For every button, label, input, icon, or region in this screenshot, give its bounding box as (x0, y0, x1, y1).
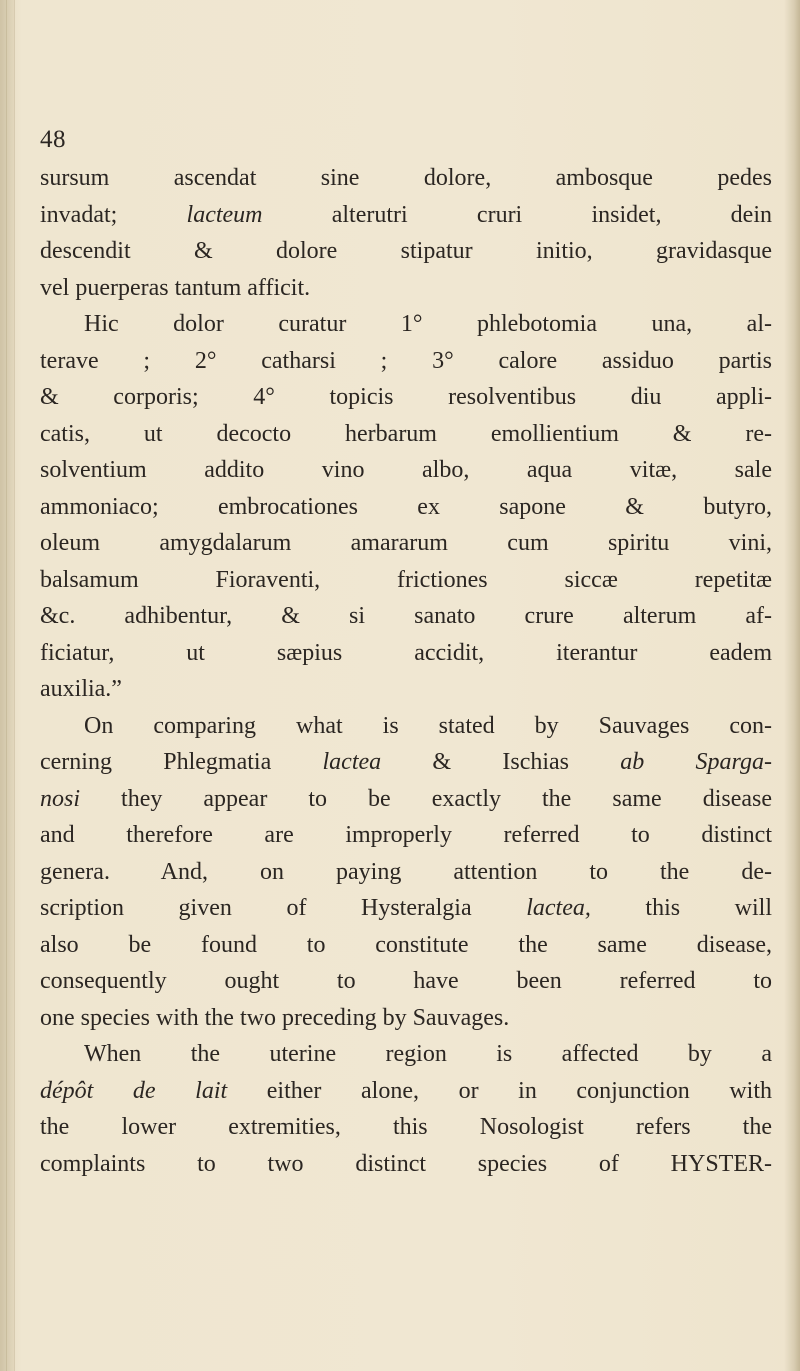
italic-term: nosi (40, 785, 81, 812)
text-line: descendit & dolore stipatur initio, gravidasque (40, 238, 772, 264)
page-gutter (0, 0, 15, 1371)
text-line: &c. adhibentur, & si sanato crure alterum af- (40, 603, 772, 629)
text-line: catis, ut decocto herbarum emollientium & re- (40, 420, 772, 447)
text-line: On comparing what is stated by Sauvages con- (84, 712, 772, 739)
text-line: vel puerperas tantum afficit. (40, 274, 311, 301)
text-line: sursum ascendat sine dolore, ambosque pedes (40, 165, 772, 191)
italic-term: lactea, (526, 895, 591, 921)
page-edge (784, 0, 800, 1371)
italic-term: lacteum (186, 201, 263, 228)
text-line: genera. And, on paying attention to the de- (40, 858, 772, 885)
text-line: scription given of Hysteralgia lactea, this will (40, 895, 772, 921)
text-line: also be found to constitute the same disease, (40, 931, 772, 958)
text-line: dépôt de lait either alone, or in conjunction with (40, 1077, 772, 1104)
gutter-line (6, 0, 7, 1371)
text-line: and therefore are improperly referred to distinct (40, 822, 772, 848)
italic-term: lactea (322, 749, 382, 775)
text-line: cerning Phlegmatia lactea & Ischias ab Sparga- (40, 749, 772, 775)
text-line: When the uterine region is affected by a (84, 1041, 772, 1067)
text-line: Hic dolor curatur 1° phlebotomia una, al- (84, 311, 772, 337)
italic-term: ab Sparga- (620, 749, 772, 775)
text-line: balsamum Fioraventi, frictiones siccæ repetitæ (40, 566, 772, 593)
text-line: auxilia.” (40, 676, 122, 702)
text-line: oleum amygdalarum amararum cum spiritu vini, (40, 530, 772, 556)
text-line: ficiatur, ut sæpius accidit, iterantur eadem (40, 639, 772, 666)
text-line: & corporis; 4° topicis resolventibus diu appli- (40, 384, 772, 410)
text-line: nosi they appear to be exactly the same disease (40, 785, 772, 812)
text-line: solventium addito vino albo, aqua vitæ, sale (40, 457, 772, 483)
body-text (40, 160, 772, 1182)
text-line: ammoniaco; embrocationes ex sapone & butyro, (40, 493, 772, 520)
text-line: complaints to two distinct species of HYSTER- (40, 1150, 772, 1177)
italic-term: dépôt de lait (40, 1077, 228, 1104)
text-line: invadat; lacteum alterutri cruri insidet, dein (40, 201, 772, 228)
text-line: terave ; 2° catharsi ; 3° calore assiduo partis (40, 347, 772, 374)
text-line: the lower extremities, this Nosologist refers the (40, 1114, 772, 1140)
page-number: 48 (40, 126, 66, 153)
text-line: one species with the two preceding by Sauvages. (40, 1004, 510, 1031)
text-line: consequently ought to have been referred to (40, 968, 772, 994)
